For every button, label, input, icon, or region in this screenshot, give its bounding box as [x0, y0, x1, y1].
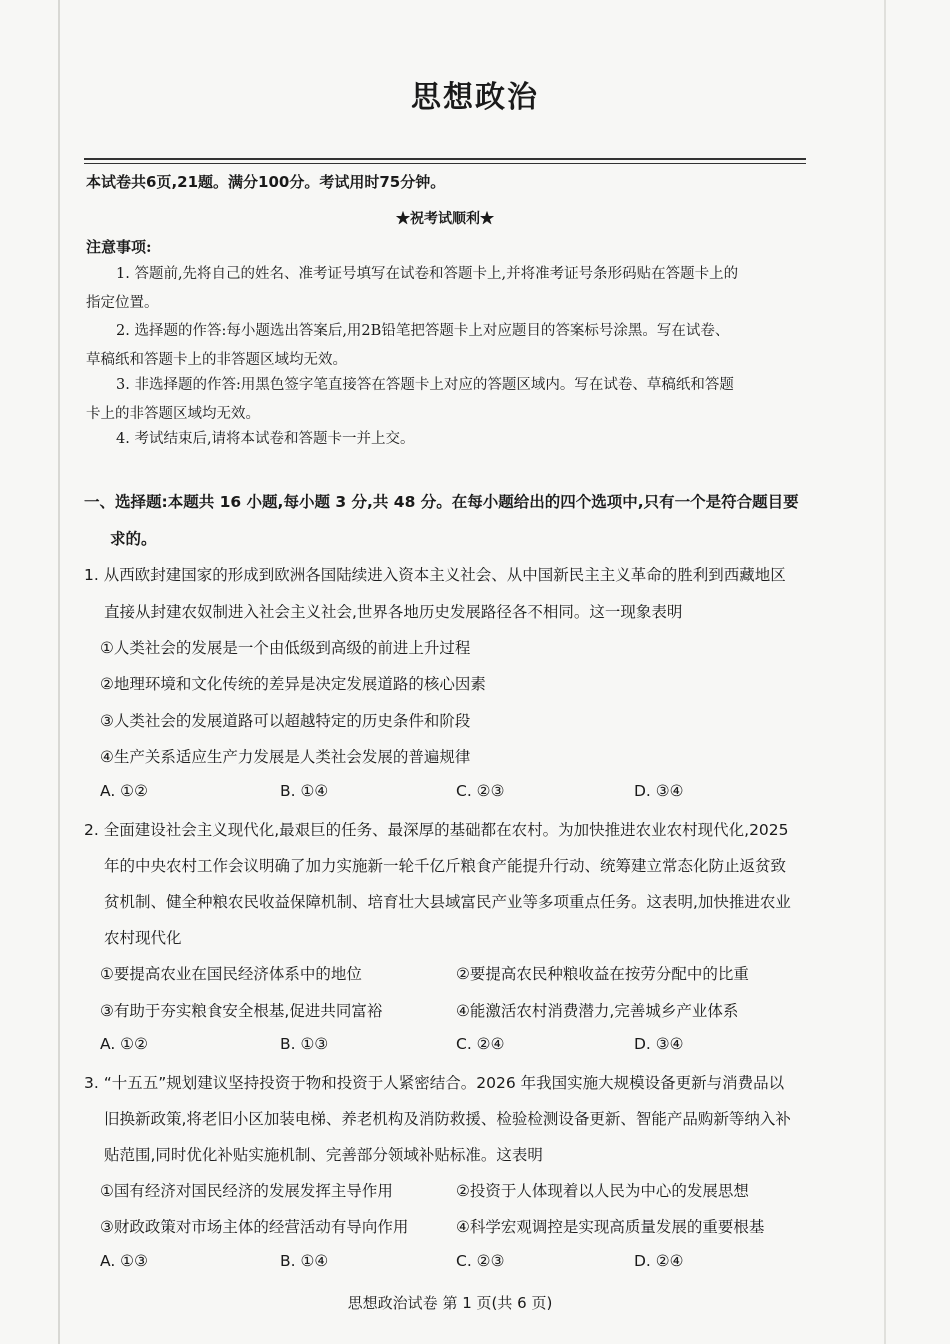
q1-choice-a: A. ①②	[100, 782, 148, 800]
q2-statement-2: ②要提高农民种粮收益在按劳分配中的比重	[456, 965, 749, 983]
page-edge-left	[58, 0, 60, 1344]
good-luck-banner: ★祝考试顺利★	[396, 211, 494, 227]
note-item-2-line-1: 2. 选择题的作答:每小题选出答案后,用2B铅笔把答题卡上对应题目的答案标号涂黑。写在试卷、	[116, 323, 730, 339]
q1-stem-line-1: 1. 从西欧封建国家的形成到欧洲各国陆续进入资本主义社会、从中国新民主主义革命的胜利到西藏地区	[84, 566, 786, 584]
q1-stem-line-2: 直接从封建农奴制进入社会主义社会,世界各地历史发展路径各不相同。这一现象表明	[104, 603, 683, 621]
section-1-line-2: 求的。	[110, 530, 157, 548]
exam-info: 本试卷共6页,21题。满分100分。考试用时75分钟。	[86, 173, 446, 191]
q2-stem-line-2: 年的中央农村工作会议明确了加力实施新一轮千亿斤粮食产能提升行动、统筹建立常态化防止返贫致	[104, 857, 787, 875]
q2-choice-c: C. ②④	[456, 1035, 505, 1053]
q1-choice-d: D. ③④	[634, 782, 684, 800]
q2-stem-line-1: 2. 全面建设社会主义现代化,最艰巨的任务、最深厚的基础都在农村。为加快推进农业农村现代化,2025	[84, 821, 789, 839]
header-rule-thin	[84, 163, 806, 164]
q2-choice-a: A. ①②	[100, 1035, 148, 1053]
section-1-heading	[84, 484, 814, 558]
q2-statement-1: ①要提高农业在国民经济体系中的地位	[100, 965, 362, 983]
q1-choice-b: B. ①④	[280, 782, 329, 800]
q1-statement-3: ③人类社会的发展道路可以超越特定的历史条件和阶段	[100, 712, 471, 730]
q1-statement-2: ②地理环境和文化传统的差异是决定发展道路的核心因素	[100, 675, 486, 693]
q3-statement-2: ②投资于人体现着以人民为中心的发展思想	[456, 1182, 749, 1200]
q2-choice-d: D. ③④	[634, 1035, 684, 1053]
note-item-3	[86, 371, 808, 428]
page-edge-right	[884, 0, 886, 1344]
q3-stem-line-1: 3. “十五五”规划建议坚持投资于物和投资于人紧密结合。2026 年我国实施大规模设备更新与消费品以	[84, 1074, 785, 1092]
note-item-2-line-2: 草稿纸和答题卡上的非答题区域均无效。	[86, 351, 347, 368]
q3-choice-c: C. ②③	[456, 1252, 505, 1270]
page-footer: 思想政治试卷 第 1 页(共 6 页)	[347, 1294, 553, 1312]
section-1-line-1: 一、选择题:本题共 16 小题,每小题 3 分,共 48 分。在每小题给出的四个选项中,只有一个是符合题目要	[84, 493, 799, 511]
q1-statement-4: ④生产关系适应生产力发展是人类社会发展的普遍规律	[100, 748, 471, 766]
note-item-2	[86, 317, 808, 374]
q2-stem-line-4: 农村现代化	[104, 929, 182, 947]
page-title: 思想政治	[411, 80, 539, 115]
note-item-1-line-2: 指定位置。	[86, 294, 159, 311]
q2-choice-b: B. ①③	[280, 1035, 329, 1053]
q2-stem-line-3: 贫机制、健全种粮农民收益保障机制、培育壮大县域富民产业等多项重点任务。这表明,加快推进农业	[104, 893, 791, 911]
q1-choice-c: C. ②③	[456, 782, 505, 800]
q2-statement-4: ④能激活农村消费潜力,完善城乡产业体系	[456, 1002, 739, 1020]
q3-choice-a: A. ①③	[100, 1252, 148, 1270]
note-item-3-line-1: 3. 非选择题的作答:用黑色签字笔直接答在答题卡上对应的答题区域内。写在试卷、草稿纸和答题	[116, 377, 734, 393]
header-rule	[84, 158, 806, 160]
note-item-4	[86, 425, 808, 454]
q3-stem-line-3: 贴范围,同时优化补贴实施机制、完善部分领域补贴标准。这表明	[104, 1146, 543, 1164]
q3-statement-4: ④科学宏观调控是实现高质量发展的重要根基	[456, 1218, 765, 1236]
note-item-4-line-1: 4. 考试结束后,请将本试卷和答题卡一并上交。	[116, 431, 415, 447]
notes-heading: 注意事项:	[86, 238, 152, 256]
note-item-1	[86, 260, 808, 317]
q3-statement-3: ③财政政策对市场主体的经营活动有导向作用	[100, 1218, 409, 1236]
q3-choice-b: B. ①④	[280, 1252, 329, 1270]
q3-statement-1: ①国有经济对国民经济的发展发挥主导作用	[100, 1182, 393, 1200]
q3-stem-line-2: 旧换新政策,将老旧小区加装电梯、养老机构及消防救援、检验检测设备更新、智能产品购新等纳入补	[104, 1110, 791, 1128]
q2-statement-3: ③有助于夯实粮食安全根基,促进共同富裕	[100, 1002, 383, 1020]
q3-choice-d: D. ②④	[634, 1252, 684, 1270]
note-item-1-line-1: 1. 答题前,先将自己的姓名、准考证号填写在试卷和答题卡上,并将准考证号条形码贴在答题卡上的	[116, 266, 739, 282]
q1-statement-1: ①人类社会的发展是一个由低级到高级的前进上升过程	[100, 639, 471, 657]
note-item-3-line-2: 卡上的非答题区域均无效。	[86, 405, 260, 422]
